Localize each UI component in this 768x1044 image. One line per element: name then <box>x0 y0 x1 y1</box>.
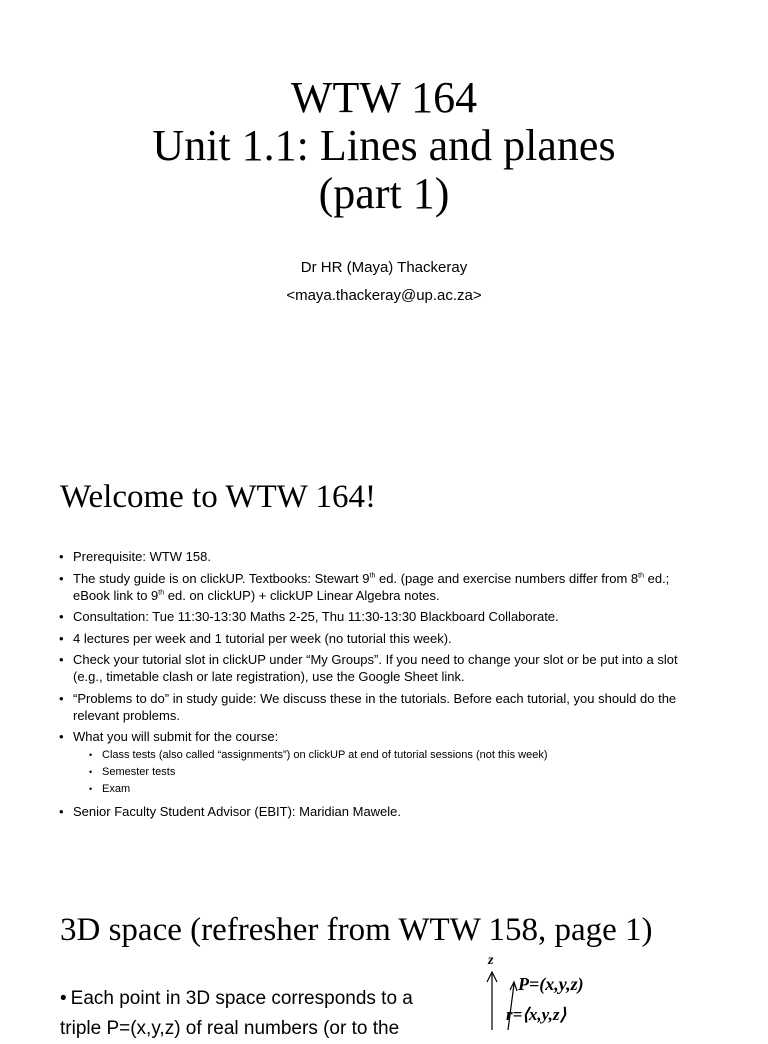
bullet-problems: • “Problems to do” in study guide: We discuss these in the tutorials. Before each tutorial, you should do the relevant problems. <box>57 690 707 724</box>
slide-heading: Welcome to WTW 164! <box>60 479 376 515</box>
bullet-submit <box>57 728 707 798</box>
bullet-lectures: • 4 lectures per week and 1 tutorial per week (no tutorial this week). <box>57 630 707 647</box>
bullet-dot: • <box>60 988 67 1009</box>
space-slide <box>0 900 768 1039</box>
bullet-consultation: • Consultation: Tue 11:30-13:30 Maths 2-25, Thu 11:30-13:30 Blackboard Collaborate. <box>57 608 707 625</box>
title-part: (part 1) <box>318 169 450 218</box>
bullet-tutorial-slot: • Check your tutorial slot in clickUP under “My Groups”. If you need to change your slot or be put into a slot (e.g., timetable clash or late registration), use the Google Sheet link. <box>57 651 707 685</box>
axes-figure <box>478 950 638 1030</box>
welcome-slide <box>0 455 768 885</box>
bullet-advisor: • Senior Faculty Student Advisor (EBIT): Maridian Mawele. <box>57 803 707 820</box>
author-block <box>0 254 768 310</box>
study-guide-text-c: ed.; eBook link to 9 <box>73 570 670 603</box>
space-bullet-line-1 <box>60 984 450 1014</box>
submit-item-exam: • Exam <box>73 781 707 798</box>
title-unit: Unit 1.1: Lines and planes <box>152 121 616 170</box>
ordinal-suffix: th <box>158 589 165 597</box>
author-name: Dr HR (Maya) Thackeray <box>300 259 468 276</box>
study-guide-text-d: ed. on clickUP) + clickUP Linear Algebra notes. <box>164 587 440 603</box>
space-bullet-text-2: triple P=(x,y,z) of real numbers (or to the <box>60 1018 400 1039</box>
bullet-list <box>57 548 707 824</box>
submit-label: What you will submit for the course: <box>73 729 279 744</box>
bullet-prerequisite: • Prerequisite: WTW 158. <box>57 548 707 565</box>
point-label: P=(x,y,z) <box>518 974 584 994</box>
space-bullet <box>60 984 450 1044</box>
z-axis-label: z <box>488 953 494 968</box>
study-guide-text-a: The study guide is on clickUP. Textbooks: Stewart 9 <box>73 570 370 586</box>
submit-item-semester-tests: • Semester tests <box>73 764 707 781</box>
bullet-study-guide <box>57 570 707 604</box>
vector-label: r=⟨x,y,z⟩ <box>506 1005 567 1024</box>
ordinal-suffix: th <box>638 572 644 580</box>
author-email: <maya.thackeray@up.ac.za> <box>286 287 482 304</box>
ordinal-suffix: th <box>369 572 376 580</box>
study-guide-text-b: ed. (page and exercise numbers differ from 8 <box>375 570 639 586</box>
space-bullet-text-1: Each point in 3D space corresponds to a <box>70 988 413 1009</box>
slide-heading: 3D space (refresher from WTW 158, page 1) <box>60 912 653 948</box>
slide-title <box>0 74 768 218</box>
title-course: WTW 164 <box>290 73 478 122</box>
title-slide <box>0 0 768 440</box>
submit-item-class-tests: • Class tests (also called “assignments”) on clickUP at end of tutorial sessions (not this week) <box>73 747 707 764</box>
submit-sublist <box>73 747 707 798</box>
